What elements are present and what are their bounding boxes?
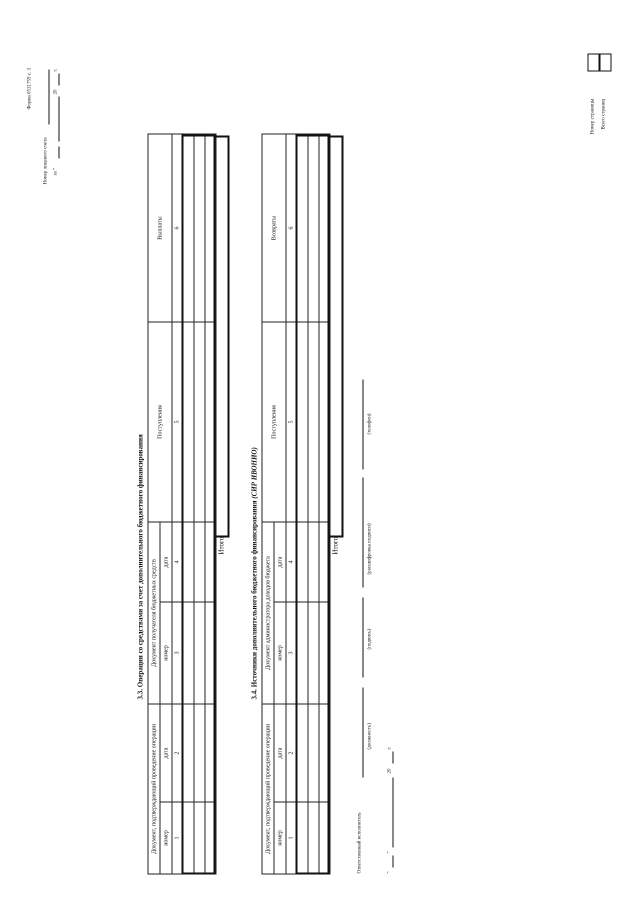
period-month-line[interactable] bbox=[59, 97, 60, 142]
page-number-box[interactable] bbox=[588, 54, 600, 72]
s34-col-num-5: 5 bbox=[286, 322, 297, 522]
s33-total-box[interactable] bbox=[214, 136, 230, 538]
s33-col-num-2: 2 bbox=[172, 704, 183, 802]
s33-date-header: дата bbox=[160, 704, 172, 802]
s33-income-header: Поступления bbox=[148, 322, 172, 522]
period-year-line[interactable] bbox=[59, 74, 60, 86]
signature-line[interactable] bbox=[363, 598, 364, 678]
s34-admin-group-header: Документ администратора доходов бюджета bbox=[262, 522, 274, 704]
s34-col-num-6: 6 bbox=[286, 134, 297, 322]
phone-line[interactable] bbox=[363, 380, 364, 470]
phone-caption: (телефон) bbox=[367, 413, 373, 435]
s33-recipient-number-header: номер bbox=[160, 602, 172, 704]
position-caption: (должность) bbox=[367, 723, 373, 750]
period-day-line[interactable] bbox=[59, 147, 60, 159]
s33-number-header: номер bbox=[160, 802, 172, 874]
s33-col-num-3: 3 bbox=[172, 602, 183, 704]
s34-income-header: Поступления bbox=[262, 322, 286, 522]
s34-number-header: номер bbox=[274, 802, 286, 874]
s34-col-num-4: 4 bbox=[286, 522, 297, 602]
form-code: Форма 0531759 с. 3 bbox=[27, 68, 33, 110]
rotated-form-sheet bbox=[16, 15, 626, 890]
section-3-4-title: 3.4. Источники дополнительного бюджетного финансирования (СИР ИВОНИО) bbox=[250, 447, 259, 700]
s34-date-header: дата bbox=[274, 704, 286, 802]
account-number-line[interactable] bbox=[49, 70, 50, 125]
s34-data-frame bbox=[296, 135, 330, 875]
s33-total-label: Итого bbox=[217, 536, 226, 555]
account-number-label: Номер лицевого счета bbox=[43, 137, 49, 185]
total-pages-label: Всего страниц bbox=[601, 98, 607, 130]
s34-doc-group-header: Документ, подтверждающий проведение операции bbox=[262, 704, 274, 874]
s34-admin-date-header: дата bbox=[274, 522, 286, 602]
position-line[interactable] bbox=[363, 688, 364, 778]
s33-data-frame bbox=[182, 135, 216, 875]
s34-col-num-3: 3 bbox=[286, 602, 297, 704]
s33-recipient-group-header: Документ получателя бюджетных средств bbox=[148, 522, 160, 704]
s33-col-num-1: 1 bbox=[172, 802, 183, 874]
date-year-line[interactable] bbox=[393, 752, 394, 764]
s33-col-num-5: 5 bbox=[172, 322, 183, 522]
s34-col-num-2: 2 bbox=[286, 704, 297, 802]
signature-decoding-line[interactable] bbox=[363, 478, 364, 588]
s34-refunds-header: Возвраты bbox=[262, 134, 286, 322]
responsible-executor-label: Ответственный исполнитель bbox=[357, 812, 363, 874]
s34-col-num-1: 1 bbox=[286, 802, 297, 874]
date-day-line[interactable] bbox=[393, 856, 394, 868]
signature-decoding-caption: (расшифровка подписи) bbox=[367, 523, 373, 575]
period-year-prefix: 20 bbox=[53, 89, 59, 95]
s34-total-label: Итого bbox=[331, 536, 340, 555]
s33-doc-group-header: Документ, подтверждающий проведение операции bbox=[148, 704, 160, 874]
section-3-3-title: 3.3. Операции со средствами за счет дополнительного бюджетного финансирования bbox=[136, 434, 145, 700]
s34-admin-number-header: номер bbox=[274, 602, 286, 704]
signature-caption: (подпись) bbox=[367, 628, 373, 650]
period-for-label: за " bbox=[53, 168, 59, 176]
s34-total-box[interactable] bbox=[328, 136, 344, 538]
period-year-suffix: г. bbox=[53, 68, 59, 72]
page-number-label: Номер страницы bbox=[590, 98, 596, 135]
section-3-4-title-suffix: (СИР ИВОНИО) bbox=[250, 447, 259, 499]
date-year-prefix: 20 bbox=[387, 768, 393, 774]
date-month-line[interactable] bbox=[393, 778, 394, 848]
date-close-quote: " bbox=[387, 851, 393, 854]
date-open-quote: " bbox=[387, 871, 393, 874]
s33-payments-header: Выплаты bbox=[148, 134, 172, 322]
total-pages-box[interactable] bbox=[600, 54, 612, 72]
s33-col-num-4: 4 bbox=[172, 522, 183, 602]
date-year-suffix: г. bbox=[387, 746, 393, 750]
s33-col-num-6: 6 bbox=[172, 134, 183, 322]
s33-recipient-date-header: дата bbox=[160, 522, 172, 602]
